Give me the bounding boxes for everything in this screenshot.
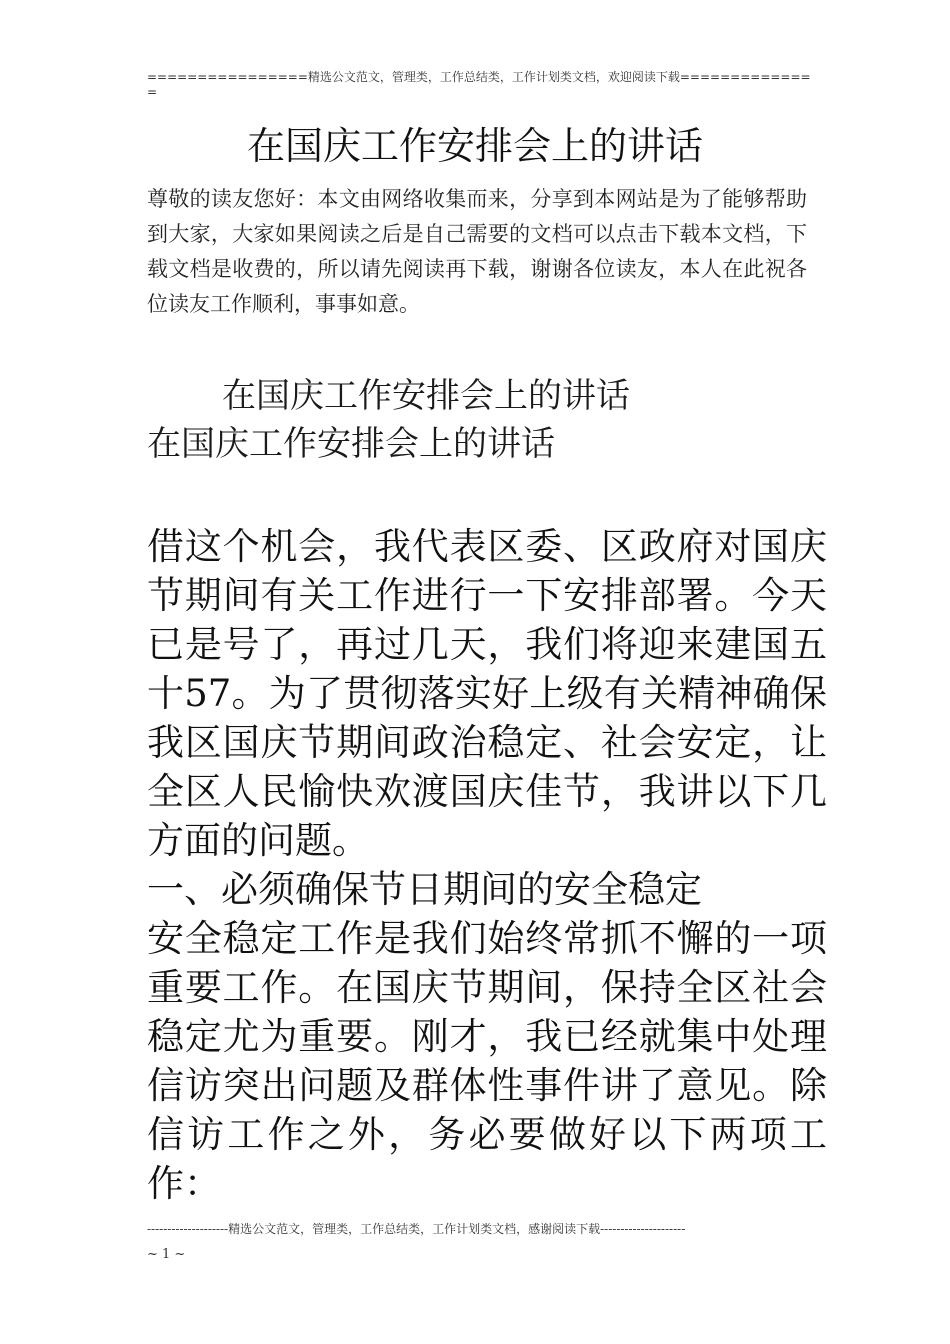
- page-number: ~ 1 ~: [147, 1247, 186, 1262]
- footer-banner: --------------------精选公文范文，管理类，工作总结类，工作计划类文档，感谢阅读下载---------------------: [147, 1222, 686, 1236]
- sub-title: 在国庆工作安排会上的讲话: [147, 424, 555, 464]
- reader-notice: 尊敬的读友您好：本文由网络收集而来，分享到本网站是为了能够帮助到大家，大家如果阅读之后是自己需要的文档可以点击下载本文档，下载文档是收费的，所以请先阅读再下载，谢谢各位读友，本人在此祝各位读友工作顺利，事事如意。: [147, 187, 807, 316]
- section-heading: 一、必须确保节日期间的安全稳定: [147, 868, 702, 911]
- header-banner: ================精选公文范文，管理类，工作总结类，工作计划类文档，欢迎阅读下载==============: [147, 70, 811, 99]
- paragraph-safety: 安全稳定工作是我们始终常抓不懈的一项重要工作。在国庆节期间，保持全区社会稳定尤为重要。刚才，我已经就集中处理信访突出问题及群体性事件讲了意见。除信访工作之外，务必要做好以下两项工作：: [147, 917, 827, 1205]
- paragraph-intro: 借这个机会，我代表区委、区政府对国庆节期间有关工作进行一下安排部署。今天已是号了，再过几天，我们将迎来建国五十57。为了贯彻落实好上级有关精神确保我区国庆节期间政治稳定、社会安定，让全区人民愉快欢渡国庆佳节，我讲以下几方面的问题。: [147, 525, 827, 862]
- sub-title-indented: 在国庆工作安排会上的讲话: [222, 376, 630, 416]
- page-title: 在国庆工作安排会上的讲话: [246, 124, 703, 168]
- body-text: [147, 522, 827, 1208]
